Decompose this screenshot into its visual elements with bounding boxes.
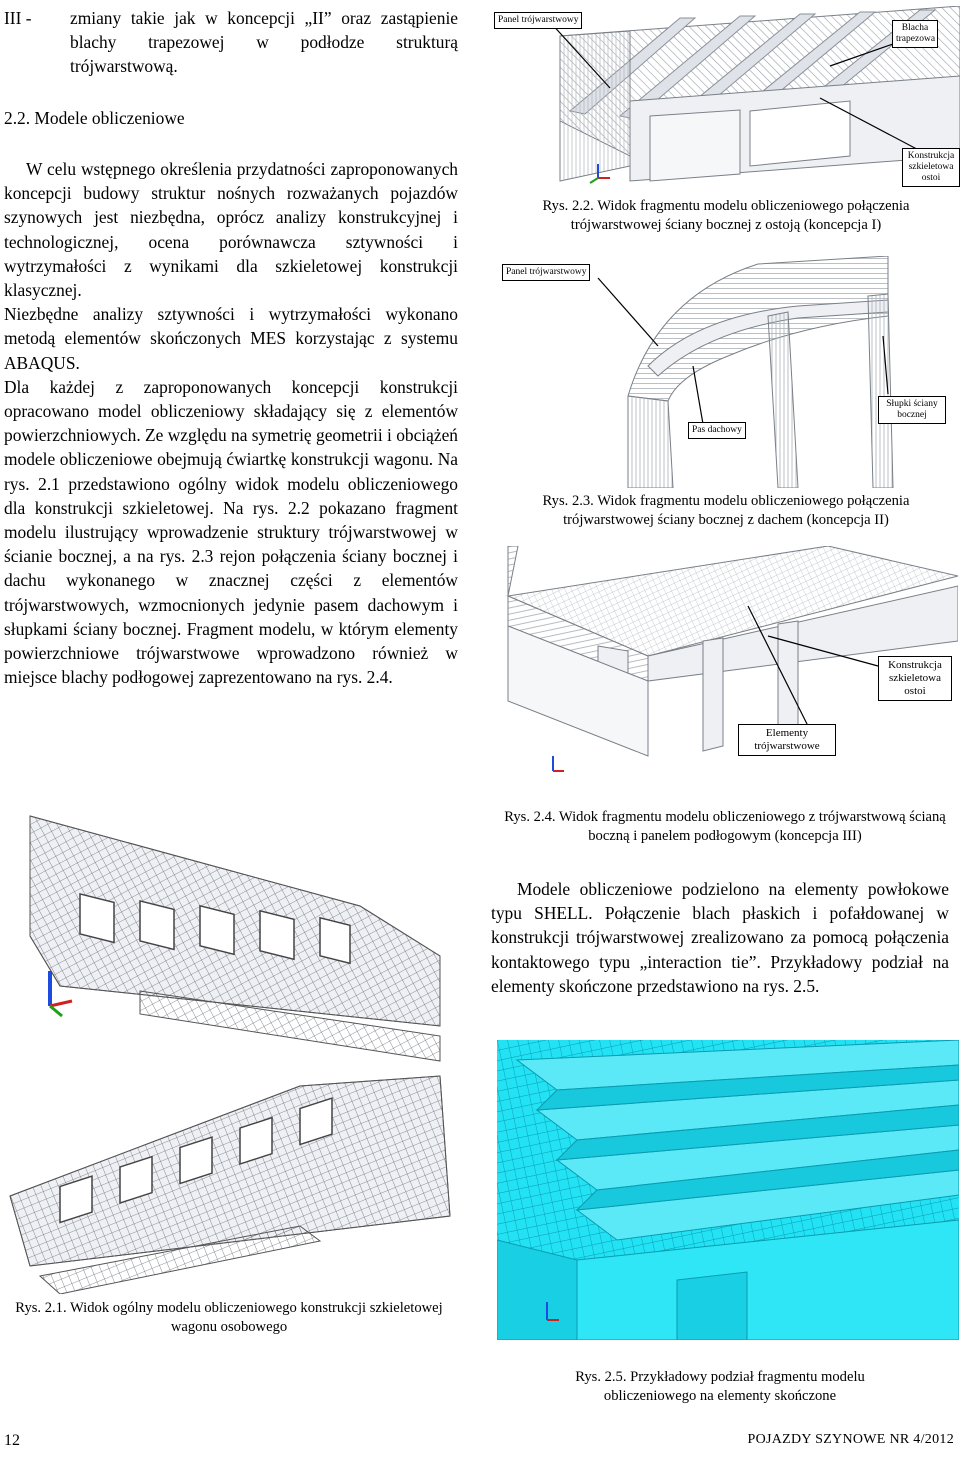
paragraph-2: Niezbędne analizy sztywności i wytrzymałości wykonano metodą elementów skończonych MES korzystając z systemu ABAQUS.: [4, 304, 458, 373]
label-blacha-trapezowa: Blacha trapezowa: [892, 20, 938, 48]
figure-2-1: [0, 786, 470, 1294]
fig21-wagon-mesh: [0, 786, 470, 1294]
list-marker: III -: [4, 8, 32, 28]
fig25-fe-mesh: [497, 1040, 959, 1340]
section-heading: 2.2. Modele obliczeniowe: [4, 108, 185, 128]
paragraph-1: W celu wstępnego określenia przydatności zaproponowanych koncepcji budowy struktur nośnych rozważanych pojazdów szynowych jest niezbędna, oprócz analizy konstrukcyjnej i technologicznej, ocena porównawcza sztywności i wytrzymałości z wynikami dla szkieletowej konstrukcji klasycznej.: [4, 159, 458, 301]
fig23-model-illustration: [498, 256, 958, 488]
body-text-left: [4, 157, 458, 689]
fig24-axes-icon: [553, 756, 564, 771]
paragraph-3: Dla każdej z zaproponowanych koncepcji konstrukcji opracowano model obliczeniowy składający się z elementów powierzchniowych. Ze względu na symetrię geometrii i obciążeń modele obliczeniowe obejmują ćwiartkę konstrukcji wagonu. Na rys. 2.1 przedstawiono ogólny widok modelu obliczeniowego dla konstrukcji szkieletowej. Na rys. 2.2 pokazano fragment modelu ilustrujący wprowadzenie struktury trójwarstwowej w ścianie bocznej, a na rys. 2.3 rejon połączenia ściany bocznej i dachu wykonanego w znacznej części z elementów trójwarstwowych, wzmocnionych jedynie pasem dachowym i słupkami ściany bocznej. Fragment modelu, w którym elementy powierzchniowe trójwarstwowe wprowadzono również w miejsce blachy podłogowej zaprezentowano na rys. 2.4.: [4, 376, 458, 688]
label-konstrukcja-szkieletowa-2: Konstrukcja szkieletowa ostoi: [878, 656, 952, 701]
caption-fig-2-2: Rys. 2.2. Widok fragmentu modelu obliczeniowego połączenia trójwarstwowej ściany bocznej z ostoją (koncepcja I): [542, 198, 910, 233]
caption-fig-2-4: Rys. 2.4. Widok fragmentu modelu obliczeniowego z trójwarstwową ścianą boczną i panelem podłogowym (koncepcja III): [504, 809, 946, 844]
list-text: zmiany takie jak w koncepcji „II” oraz zastąpienie blachy trapezowej w podłodze strukturą trójwarstwową.: [70, 8, 458, 77]
label-panel-trojwarstwowy-2: Panel trójwarstwowy: [502, 264, 590, 281]
list-item: [4, 6, 458, 79]
label-panel-trojwarstwowy: Panel trójwarstwowy: [494, 12, 582, 29]
label-elementy-trojwarstwowe: Elementy trójwarstwowe: [738, 724, 836, 756]
figure-2-4: [498, 546, 958, 778]
label-slupki-sciany: Słupki ściany bocznej: [878, 396, 946, 424]
fig22-model-illustration: [490, 6, 960, 194]
caption-fig-2-1: Rys. 2.1. Widok ogólny modelu obliczeniowego konstrukcji szkieletowej wagonu osobowego: [15, 1300, 443, 1335]
page-number: 12: [4, 1432, 20, 1449]
label-pas-dachowy: Pas dachowy: [688, 422, 746, 439]
label-konstrukcja-szkieletowa: Konstrukcja szkieletowa ostoi: [902, 148, 960, 187]
caption-fig-2-5: Rys. 2.5. Przykładowy podział fragmentu modelu obliczeniowego na elementy skończone: [575, 1369, 865, 1404]
caption-fig-2-3: Rys. 2.3. Widok fragmentu modelu obliczeniowego połączenia trójwarstwowej ściany bocznej z dachem (koncepcja II): [542, 493, 910, 528]
figure-2-3: [498, 256, 958, 488]
figure-2-5: [497, 1040, 959, 1340]
figure-2-2: [490, 6, 960, 194]
journal-name: POJAZDY SZYNOWE NR 4/2012: [747, 1432, 954, 1447]
body-text-right: Modele obliczeniowe podzielono na elementy powłokowe typu SHELL. Połączenie blach płaskich i pofałdowanej w konstrukcji trójwarstwowej zrealizowano za pomocą połączenia kontaktowego typu „interaction tie”. Przykładowy podział na elementy skończone przedstawiono na rys. 2.5.: [491, 879, 949, 996]
